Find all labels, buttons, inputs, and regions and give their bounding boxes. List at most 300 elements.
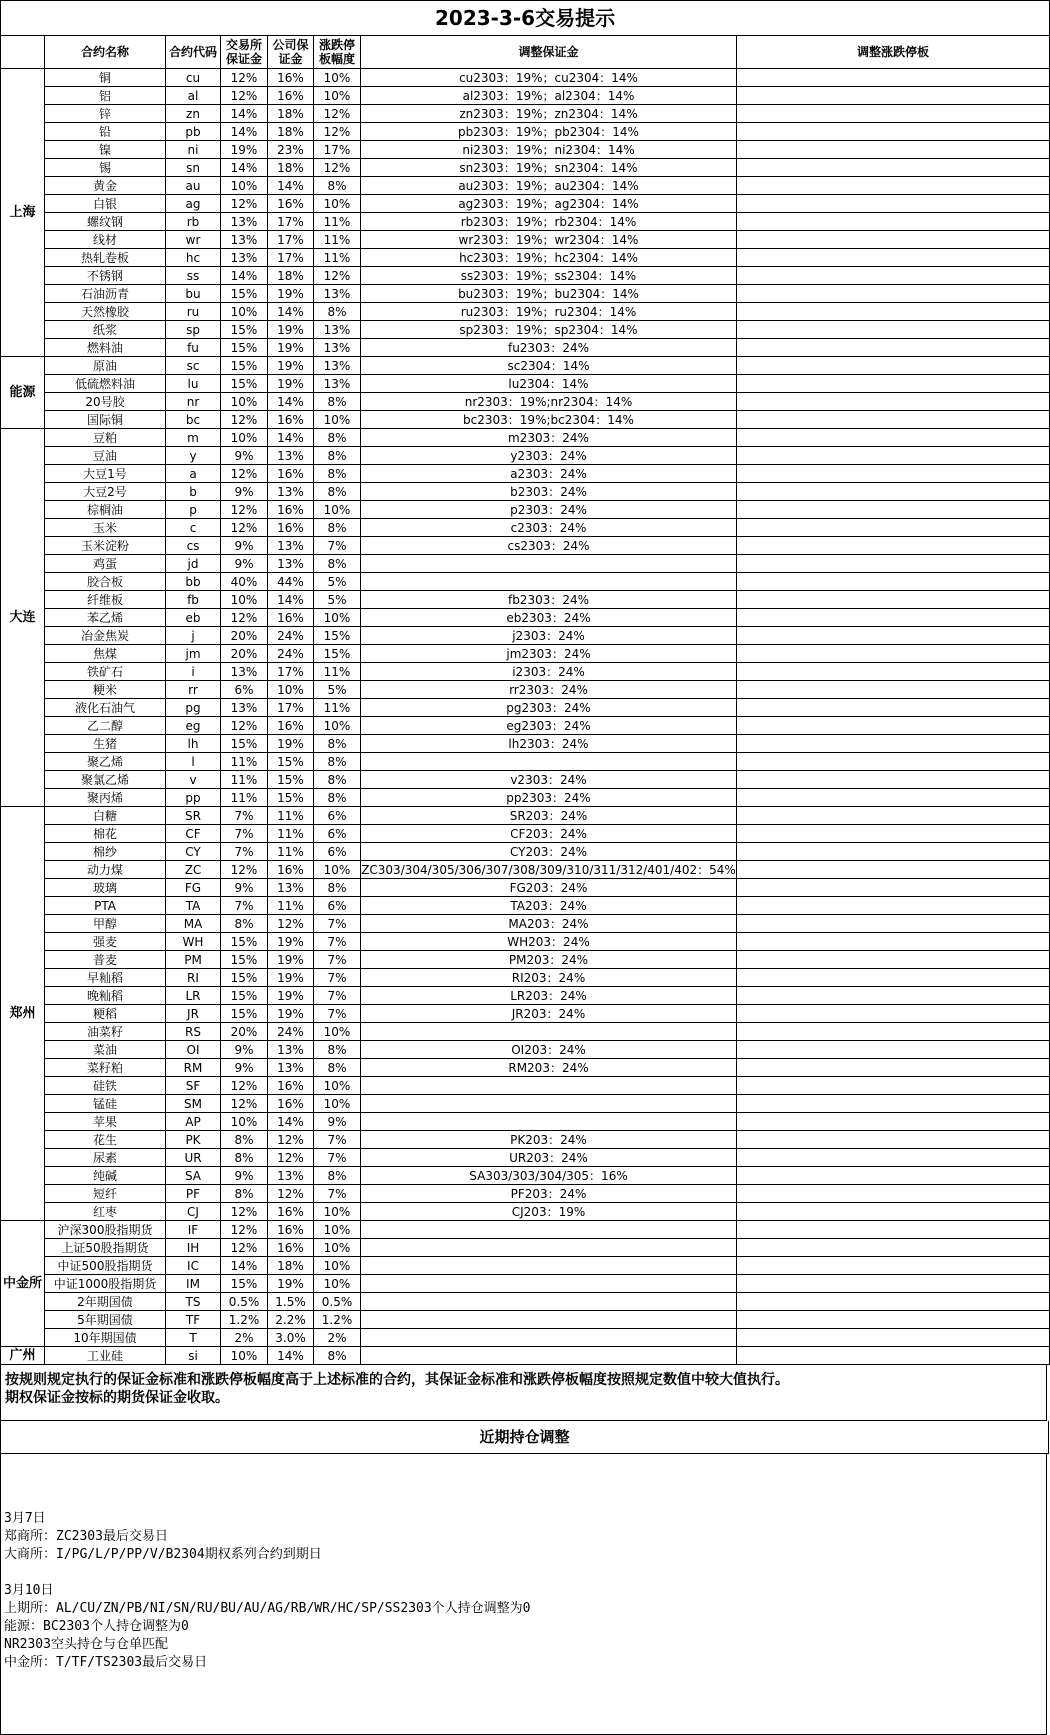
exchange-margin-cell: 15% [221, 285, 268, 303]
exchange-margin-cell: 13% [221, 663, 268, 681]
contract-code-cell: PK [166, 1131, 221, 1149]
adjusted-margin-cell: lh2303：24% [361, 735, 737, 753]
contract-code-cell: SR [166, 807, 221, 825]
price-limit-cell: 8% [314, 1059, 361, 1077]
contract-code-cell: bc [166, 411, 221, 429]
company-margin-cell: 14% [268, 429, 314, 447]
contract-code-cell: ss [166, 267, 221, 285]
exchange-margin-cell: 12% [221, 1221, 268, 1239]
adjusted-limit-cell [737, 735, 1050, 753]
contract-code-cell: CY [166, 843, 221, 861]
rule-note-line: 按规则规定执行的保证金标准和涨跌停板幅度高于上述标准的合约，其保证金标准和涨跌停板幅度按照规定数值中较大值执行。 [5, 1372, 789, 1388]
adjusted-limit-cell [737, 843, 1050, 861]
adjusted-limit-cell [737, 915, 1050, 933]
adjusted-limit-cell [737, 1005, 1050, 1023]
adjusted-limit-cell [737, 951, 1050, 969]
adjusted-margin-cell: WH203：24% [361, 933, 737, 951]
adjusted-margin-cell [361, 1275, 737, 1293]
adjusted-margin-cell: PM203：24% [361, 951, 737, 969]
exchange-margin-cell: 10% [221, 177, 268, 195]
price-limit-cell: 7% [314, 1131, 361, 1149]
exchange-margin-cell: 13% [221, 699, 268, 717]
company-margin-cell: 15% [268, 789, 314, 807]
adjusted-margin-cell: RM203：24% [361, 1059, 737, 1077]
table-row [1, 1167, 1050, 1185]
table-row [1, 1293, 1050, 1311]
contract-code-cell: ru [166, 303, 221, 321]
exchange-label: 大连 [1, 429, 45, 807]
company-margin-cell: 13% [268, 879, 314, 897]
exchange-margin-cell: 9% [221, 1059, 268, 1077]
table-row [1, 501, 1050, 519]
contract-name-cell: 菜籽粕 [45, 1059, 166, 1077]
contract-code-cell: p [166, 501, 221, 519]
adjusted-limit-cell [737, 897, 1050, 915]
company-margin-cell: 14% [268, 1113, 314, 1131]
adjusted-limit-cell [737, 303, 1050, 321]
contract-code-cell: pg [166, 699, 221, 717]
exchange-margin-cell: 20% [221, 627, 268, 645]
adjusted-margin-cell [361, 1239, 737, 1257]
adjusted-margin-cell: y2303：24% [361, 447, 737, 465]
exchange-label: 中金所 [1, 1221, 45, 1347]
adjusted-limit-cell [737, 1311, 1050, 1329]
contract-name-cell: 生猪 [45, 735, 166, 753]
contract-name-cell: 短纤 [45, 1185, 166, 1203]
adjusted-limit-cell [737, 699, 1050, 717]
exchange-margin-cell: 15% [221, 951, 268, 969]
contract-name-cell: 聚丙烯 [45, 789, 166, 807]
contract-name-cell: 尿素 [45, 1149, 166, 1167]
adjusted-limit-cell [737, 483, 1050, 501]
price-limit-cell: 8% [314, 555, 361, 573]
contract-code-cell: MA [166, 915, 221, 933]
price-limit-cell: 13% [314, 321, 361, 339]
company-margin-cell: 19% [268, 1275, 314, 1293]
contract-code-cell: al [166, 87, 221, 105]
adjusted-margin-cell: eb2303：24% [361, 609, 737, 627]
company-margin-cell: 16% [268, 861, 314, 879]
contract-code-cell: bu [166, 285, 221, 303]
contract-name-cell: 20号胶 [45, 393, 166, 411]
price-limit-cell: 10% [314, 1203, 361, 1221]
adjusted-limit-cell [737, 825, 1050, 843]
price-limit-cell: 5% [314, 591, 361, 609]
price-limit-cell: 8% [314, 1041, 361, 1059]
table-row [1, 1329, 1050, 1347]
table-row [1, 375, 1050, 393]
contract-name-cell: 不锈钢 [45, 267, 166, 285]
contract-code-cell: b [166, 483, 221, 501]
table-row [1, 807, 1050, 825]
exchange-margin-cell: 12% [221, 87, 268, 105]
adjusted-limit-cell [737, 753, 1050, 771]
table-row [1, 861, 1050, 879]
price-limit-cell: 12% [314, 267, 361, 285]
company-margin-cell: 16% [268, 1077, 314, 1095]
company-margin-cell: 13% [268, 483, 314, 501]
adjusted-limit-cell [737, 141, 1050, 159]
table-body [1, 69, 1050, 1365]
exchange-margin-cell: 8% [221, 1185, 268, 1203]
table-row [1, 735, 1050, 753]
table-row [1, 1005, 1050, 1023]
adjusted-margin-cell: PF203：24% [361, 1185, 737, 1203]
adjusted-limit-cell [737, 987, 1050, 1005]
price-limit-cell: 10% [314, 69, 361, 87]
company-margin-cell: 19% [268, 357, 314, 375]
contract-name-cell: 玉米淀粉 [45, 537, 166, 555]
adjusted-limit-cell [737, 1041, 1050, 1059]
price-limit-cell: 7% [314, 915, 361, 933]
contract-name-cell: 苹果 [45, 1113, 166, 1131]
exchange-margin-cell: 8% [221, 1131, 268, 1149]
company-margin-cell: 19% [268, 969, 314, 987]
exchange-margin-cell: 15% [221, 321, 268, 339]
contract-name-cell: 普麦 [45, 951, 166, 969]
contract-name-cell: 大豆1号 [45, 465, 166, 483]
adjusted-limit-cell [737, 1149, 1050, 1167]
price-limit-cell: 0.5% [314, 1293, 361, 1311]
company-margin-cell: 19% [268, 951, 314, 969]
adjusted-limit-cell [737, 1131, 1050, 1149]
company-margin-cell: 19% [268, 735, 314, 753]
exchange-margin-cell: 14% [221, 267, 268, 285]
price-limit-cell: 8% [314, 483, 361, 501]
adjusted-limit-cell [737, 1257, 1050, 1275]
company-margin-cell: 14% [268, 177, 314, 195]
contract-name-cell: 锰硅 [45, 1095, 166, 1113]
adjusted-margin-cell: CF203：24% [361, 825, 737, 843]
company-margin-cell: 12% [268, 1149, 314, 1167]
price-limit-cell: 8% [314, 447, 361, 465]
contract-code-cell: SF [166, 1077, 221, 1095]
company-margin-cell: 10% [268, 681, 314, 699]
exchange-margin-cell: 12% [221, 465, 268, 483]
adjusted-margin-cell: cs2303：24% [361, 537, 737, 555]
adjusted-limit-cell [737, 159, 1050, 177]
table-row [1, 1149, 1050, 1167]
contract-name-cell: 国际铜 [45, 411, 166, 429]
adjusted-margin-cell [361, 1077, 737, 1095]
price-limit-cell: 10% [314, 87, 361, 105]
adjusted-margin-cell: SR203：24% [361, 807, 737, 825]
company-margin-cell: 1.5% [268, 1293, 314, 1311]
exchange-margin-cell: 20% [221, 645, 268, 663]
adjusted-margin-cell: fb2303：24% [361, 591, 737, 609]
adjusted-margin-cell: wr2303：19%；wr2304：14% [361, 231, 737, 249]
contract-code-cell: sp [166, 321, 221, 339]
company-margin-cell: 16% [268, 519, 314, 537]
price-limit-cell: 11% [314, 699, 361, 717]
exchange-margin-cell: 7% [221, 807, 268, 825]
price-limit-cell: 11% [314, 213, 361, 231]
adjusted-limit-cell [737, 501, 1050, 519]
table-row [1, 1131, 1050, 1149]
contract-code-cell: IH [166, 1239, 221, 1257]
price-limit-cell: 8% [314, 1167, 361, 1185]
table-row [1, 195, 1050, 213]
price-limit-cell: 8% [314, 1347, 361, 1365]
table-row [1, 249, 1050, 267]
adjusted-margin-cell: fu2303：24% [361, 339, 737, 357]
exchange-margin-cell: 15% [221, 933, 268, 951]
price-limit-cell: 7% [314, 987, 361, 1005]
adjusted-margin-cell [361, 1023, 737, 1041]
adjusted-margin-cell [361, 1095, 737, 1113]
contract-code-cell: CJ [166, 1203, 221, 1221]
company-margin-cell: 16% [268, 465, 314, 483]
adjusted-limit-cell [737, 177, 1050, 195]
adjusted-margin-cell: pp2303：24% [361, 789, 737, 807]
contract-code-cell: TS [166, 1293, 221, 1311]
company-margin-cell: 19% [268, 321, 314, 339]
contract-code-cell: RI [166, 969, 221, 987]
contract-code-cell: TF [166, 1311, 221, 1329]
adjusted-limit-cell [737, 1203, 1050, 1221]
position-note-line: 3月7日 [4, 1511, 46, 1526]
price-limit-cell: 11% [314, 231, 361, 249]
exchange-margin-cell: 2% [221, 1329, 268, 1347]
adjusted-margin-cell: al2303：19%；al2304：14% [361, 87, 737, 105]
table-row [1, 69, 1050, 87]
contract-code-cell: UR [166, 1149, 221, 1167]
contract-code-cell: LR [166, 987, 221, 1005]
exchange-margin-cell: 7% [221, 825, 268, 843]
price-limit-cell: 11% [314, 663, 361, 681]
exchange-margin-cell: 15% [221, 969, 268, 987]
table-row [1, 969, 1050, 987]
adjusted-limit-cell [737, 465, 1050, 483]
company-margin-cell: 16% [268, 717, 314, 735]
adjusted-margin-cell: p2303：24% [361, 501, 737, 519]
company-margin-cell: 19% [268, 339, 314, 357]
contract-code-cell: T [166, 1329, 221, 1347]
contract-name-cell: 铅 [45, 123, 166, 141]
company-margin-cell: 17% [268, 249, 314, 267]
exchange-margin-cell: 10% [221, 591, 268, 609]
price-limit-cell: 13% [314, 339, 361, 357]
adjusted-margin-cell: sc2304：14% [361, 357, 737, 375]
exchange-margin-cell: 7% [221, 843, 268, 861]
price-limit-cell: 10% [314, 501, 361, 519]
adjusted-limit-cell [737, 663, 1050, 681]
contract-code-cell: IF [166, 1221, 221, 1239]
price-limit-cell: 10% [314, 609, 361, 627]
table-row [1, 591, 1050, 609]
price-limit-cell: 8% [314, 393, 361, 411]
contract-code-cell: CF [166, 825, 221, 843]
company-margin-cell: 14% [268, 591, 314, 609]
price-limit-cell: 10% [314, 1275, 361, 1293]
exchange-margin-cell: 15% [221, 1005, 268, 1023]
company-margin-cell: 24% [268, 627, 314, 645]
position-note-line: 郑商所：ZC2303最后交易日 [4, 1529, 168, 1544]
contract-name-cell: 豆粕 [45, 429, 166, 447]
exchange-label: 能源 [1, 357, 45, 429]
table-row [1, 141, 1050, 159]
adjusted-margin-cell: rr2303：24% [361, 681, 737, 699]
price-limit-cell: 10% [314, 1023, 361, 1041]
adjusted-margin-cell: j2303：24% [361, 627, 737, 645]
contract-code-cell: hc [166, 249, 221, 267]
adjusted-margin-cell: au2303：19%；au2304：14% [361, 177, 737, 195]
company-margin-cell: 18% [268, 1257, 314, 1275]
exchange-margin-cell: 15% [221, 339, 268, 357]
exchange-label: 郑州 [1, 807, 45, 1221]
exchange-margin-cell: 15% [221, 357, 268, 375]
adjusted-limit-cell [737, 807, 1050, 825]
contract-name-cell: 棕榈油 [45, 501, 166, 519]
adjusted-limit-cell [737, 123, 1050, 141]
company-margin-cell: 11% [268, 843, 314, 861]
table-row [1, 339, 1050, 357]
contract-code-cell: PM [166, 951, 221, 969]
price-limit-cell: 10% [314, 411, 361, 429]
company-margin-cell: 14% [268, 1347, 314, 1365]
exchange-margin-cell: 12% [221, 501, 268, 519]
price-limit-cell: 8% [314, 303, 361, 321]
contract-code-cell: nr [166, 393, 221, 411]
section-title: 近期持仓调整 [0, 1421, 1049, 1454]
adjusted-margin-cell: b2303：24% [361, 483, 737, 501]
exchange-margin-cell: 13% [221, 213, 268, 231]
price-limit-cell: 9% [314, 1113, 361, 1131]
contract-name-cell: 菜油 [45, 1041, 166, 1059]
adjusted-limit-cell [737, 1023, 1050, 1041]
price-limit-cell: 6% [314, 825, 361, 843]
price-limit-cell: 8% [314, 519, 361, 537]
table-row [1, 555, 1050, 573]
contract-code-cell: sc [166, 357, 221, 375]
price-limit-cell: 12% [314, 123, 361, 141]
table-row [1, 1203, 1050, 1221]
adjusted-margin-cell: SA303/303/304/305：16% [361, 1167, 737, 1185]
table-row [1, 627, 1050, 645]
contract-name-cell: 棉花 [45, 825, 166, 843]
adjusted-margin-cell: jm2303：24% [361, 645, 737, 663]
table-row [1, 177, 1050, 195]
company-margin-cell: 17% [268, 699, 314, 717]
adjusted-margin-cell: ag2303：19%；ag2304：14% [361, 195, 737, 213]
contract-name-cell: 强麦 [45, 933, 166, 951]
table-row [1, 1041, 1050, 1059]
contract-name-cell: 白银 [45, 195, 166, 213]
adjusted-limit-cell [737, 537, 1050, 555]
contract-name-cell: 铜 [45, 69, 166, 87]
adjusted-limit-cell [737, 1095, 1050, 1113]
header-adjusted-margin: 调整保证金 [361, 36, 737, 69]
exchange-margin-cell: 40% [221, 573, 268, 591]
price-limit-cell: 15% [314, 627, 361, 645]
exchange-margin-cell: 12% [221, 195, 268, 213]
table-row [1, 771, 1050, 789]
table-row [1, 1113, 1050, 1131]
adjusted-margin-cell [361, 555, 737, 573]
company-margin-cell: 13% [268, 447, 314, 465]
contract-name-cell: 粳米 [45, 681, 166, 699]
adjusted-limit-cell [737, 447, 1050, 465]
header-contract-code: 合约代码 [166, 36, 221, 69]
contract-code-cell: y [166, 447, 221, 465]
exchange-margin-cell: 0.5% [221, 1293, 268, 1311]
contract-name-cell: 天然橡胶 [45, 303, 166, 321]
contract-code-cell: RS [166, 1023, 221, 1041]
contract-code-cell: RM [166, 1059, 221, 1077]
contract-code-cell: IM [166, 1275, 221, 1293]
adjusted-limit-cell [737, 591, 1050, 609]
adjusted-margin-cell: JR203：24% [361, 1005, 737, 1023]
contract-name-cell: 乙二醇 [45, 717, 166, 735]
table-row [1, 231, 1050, 249]
contract-name-cell: 鸡蛋 [45, 555, 166, 573]
adjusted-limit-cell [737, 1113, 1050, 1131]
adjusted-limit-cell [737, 105, 1050, 123]
contract-name-cell: 上证50股指期货 [45, 1239, 166, 1257]
adjusted-margin-cell: eg2303：24% [361, 717, 737, 735]
contract-name-cell: 油菜籽 [45, 1023, 166, 1041]
company-margin-cell: 24% [268, 645, 314, 663]
table-row [1, 447, 1050, 465]
table-row [1, 159, 1050, 177]
contract-name-cell: 硅铁 [45, 1077, 166, 1095]
company-margin-cell: 18% [268, 123, 314, 141]
table-row [1, 1221, 1050, 1239]
exchange-margin-cell: 12% [221, 717, 268, 735]
adjusted-margin-cell: ss2303：19%；ss2304：14% [361, 267, 737, 285]
price-limit-cell: 2% [314, 1329, 361, 1347]
adjusted-limit-cell [737, 69, 1050, 87]
contract-code-cell: fu [166, 339, 221, 357]
table-row [1, 1275, 1050, 1293]
contract-code-cell: IC [166, 1257, 221, 1275]
adjusted-margin-cell: v2303：24% [361, 771, 737, 789]
exchange-margin-cell: 10% [221, 1347, 268, 1365]
adjusted-margin-cell [361, 1113, 737, 1131]
price-limit-cell: 8% [314, 429, 361, 447]
price-limit-cell: 5% [314, 573, 361, 591]
contract-name-cell: 白糖 [45, 807, 166, 825]
contract-code-cell: pb [166, 123, 221, 141]
company-margin-cell: 12% [268, 1131, 314, 1149]
exchange-margin-cell: 15% [221, 735, 268, 753]
exchange-margin-cell: 9% [221, 1167, 268, 1185]
company-margin-cell: 19% [268, 933, 314, 951]
exchange-margin-cell: 12% [221, 1095, 268, 1113]
price-limit-cell: 11% [314, 249, 361, 267]
price-limit-cell: 15% [314, 645, 361, 663]
company-margin-cell: 11% [268, 897, 314, 915]
contract-code-cell: ZC [166, 861, 221, 879]
exchange-margin-cell: 14% [221, 105, 268, 123]
adjusted-margin-cell: m2303：24% [361, 429, 737, 447]
table-row [1, 645, 1050, 663]
table-row [1, 429, 1050, 447]
contract-code-cell: lu [166, 375, 221, 393]
contract-code-cell: JR [166, 1005, 221, 1023]
exchange-margin-cell: 12% [221, 1239, 268, 1257]
table-row [1, 951, 1050, 969]
adjusted-limit-cell [737, 1221, 1050, 1239]
adjusted-limit-cell [737, 1059, 1050, 1077]
adjusted-margin-cell: RI203：24% [361, 969, 737, 987]
table-row [1, 1059, 1050, 1077]
company-margin-cell: 11% [268, 807, 314, 825]
adjusted-limit-cell [737, 1077, 1050, 1095]
exchange-margin-cell: 14% [221, 159, 268, 177]
contract-name-cell: 锌 [45, 105, 166, 123]
contract-name-cell: 镍 [45, 141, 166, 159]
